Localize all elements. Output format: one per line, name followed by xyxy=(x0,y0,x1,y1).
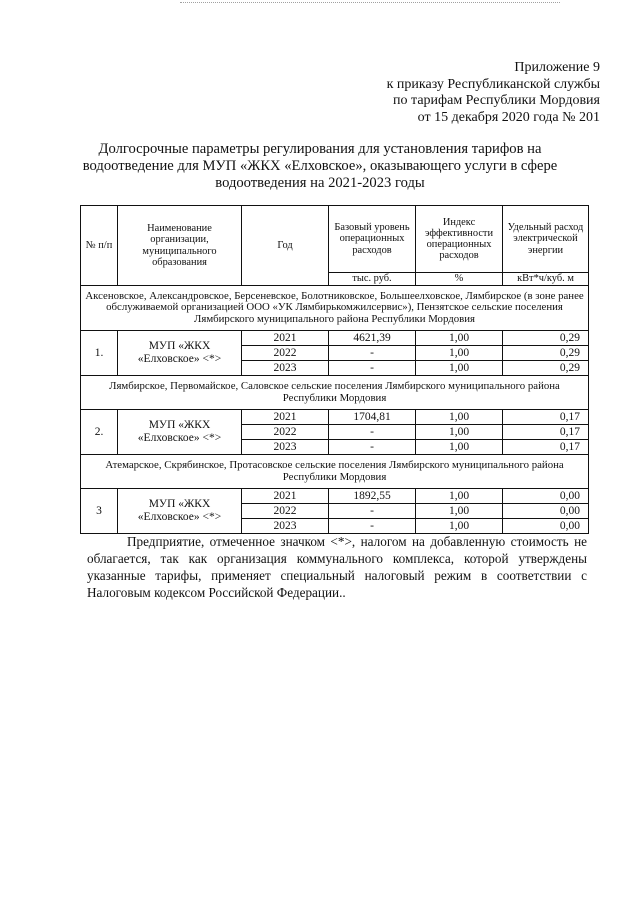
table-row xyxy=(81,489,589,504)
header-org: Наименование организации, муниципального образования xyxy=(118,206,242,286)
energy-consumption-cell: 0,00 xyxy=(503,519,589,534)
appendix-line: по тарифам Республики Мордовия xyxy=(393,93,600,108)
base-cost-cell: 4621,39 xyxy=(329,331,416,346)
efficiency-index-cell: 1,00 xyxy=(416,346,503,361)
area-row xyxy=(81,455,589,489)
year-cell: 2022 xyxy=(242,346,329,361)
efficiency-index-cell: 1,00 xyxy=(416,440,503,455)
base-cost-cell: 1892,55 xyxy=(329,489,416,504)
tariff-parameters-table xyxy=(80,205,589,534)
base-cost-cell: - xyxy=(329,361,416,376)
organization-name: МУП «ЖКХ «Елховское» <*> xyxy=(118,331,242,376)
row-number: 1. xyxy=(81,331,118,376)
base-cost-cell: - xyxy=(329,440,416,455)
year-cell: 2023 xyxy=(242,440,329,455)
year-cell: 2022 xyxy=(242,425,329,440)
base-cost-cell: - xyxy=(329,519,416,534)
base-cost-cell: - xyxy=(329,346,416,361)
energy-consumption-cell: 0,17 xyxy=(503,425,589,440)
header-year: Год xyxy=(242,206,329,286)
appendix-line: Приложение 9 xyxy=(514,60,600,75)
area-description: Атемарское, Скрябинское, Протасовское сельские поселения Лямбирского муниципального района Республики Мордовия xyxy=(81,455,589,489)
table-row xyxy=(81,331,589,346)
base-cost-cell: 1704,81 xyxy=(329,410,416,425)
year-cell: 2022 xyxy=(242,504,329,519)
area-description: Лямбирское, Первомайское, Саловское сельские поселения Лямбирского муниципального района Республики Мордовия xyxy=(81,376,589,410)
energy-consumption-cell: 0,00 xyxy=(503,489,589,504)
vat-footnote xyxy=(87,533,587,601)
table-row xyxy=(81,410,589,425)
appendix-line: к приказу Республиканской службы xyxy=(386,76,600,92)
title-line: водоотведения на 2021-2023 годы xyxy=(215,175,425,191)
area-row xyxy=(81,376,589,410)
efficiency-index-cell: 1,00 xyxy=(416,504,503,519)
document-title xyxy=(80,141,560,192)
energy-consumption-cell: 0,29 xyxy=(503,331,589,346)
row-number: 3 xyxy=(81,489,118,534)
efficiency-index-cell: 1,00 xyxy=(416,410,503,425)
efficiency-index-cell: 1,00 xyxy=(416,331,503,346)
base-cost-cell: - xyxy=(329,425,416,440)
appendix-reference xyxy=(387,60,600,126)
header-index: Индекс эффективности операционных расходов xyxy=(416,206,503,273)
efficiency-index-cell: 1,00 xyxy=(416,519,503,534)
title-line: водоотведение для МУП «ЖКХ «Елховское», оказывающего услуги в сфере xyxy=(82,158,558,174)
table-header-row xyxy=(81,206,589,273)
energy-consumption-cell: 0,17 xyxy=(503,440,589,455)
unit-energy: кВт*ч/куб. м xyxy=(503,273,589,286)
title-line: Долгосрочные параметры регулирования для установления тарифов на xyxy=(98,141,542,157)
energy-consumption-cell: 0,29 xyxy=(503,361,589,376)
efficiency-index-cell: 1,00 xyxy=(416,425,503,440)
efficiency-index-cell: 1,00 xyxy=(416,361,503,376)
header-base: Базовый уровень операционных расходов xyxy=(329,206,416,273)
energy-consumption-cell: 0,00 xyxy=(503,504,589,519)
area-description: Аксеновское, Александровское, Берсеневское, Болотниковское, Большеелховское, Лямбирское (в зоне ранее обслуживаемой организацией ООО «УК Лямбирькомжилсервис»), Пензятское сельские поселения Лямбирского муниципального района Республики Мордовия xyxy=(81,286,589,331)
organization-name: МУП «ЖКХ «Елховское» <*> xyxy=(118,489,242,534)
appendix-line: от 15 декабря 2020 года № 201 xyxy=(417,109,600,125)
scan-artifact xyxy=(180,2,560,7)
unit-base: тыс. руб. xyxy=(329,273,416,286)
efficiency-index-cell: 1,00 xyxy=(416,489,503,504)
year-cell: 2023 xyxy=(242,519,329,534)
area-row xyxy=(81,286,589,331)
organization-name: МУП «ЖКХ «Елховское» <*> xyxy=(118,410,242,455)
footnote-text: Предприятие, отмеченное значком <*>, налогом на добавленную стоимость не облагается, так как организация коммунального комплекса, которой утверждены указанные тарифы, применяет специальный налоговый режим в соответствии с Налоговым кодексом Российской Федерации.. xyxy=(87,534,587,600)
year-cell: 2023 xyxy=(242,361,329,376)
energy-consumption-cell: 0,29 xyxy=(503,346,589,361)
row-number: 2. xyxy=(81,410,118,455)
header-num: № п/п xyxy=(81,206,118,286)
energy-consumption-cell: 0,17 xyxy=(503,410,589,425)
year-cell: 2021 xyxy=(242,331,329,346)
year-cell: 2021 xyxy=(242,489,329,504)
base-cost-cell: - xyxy=(329,504,416,519)
year-cell: 2021 xyxy=(242,410,329,425)
unit-index: % xyxy=(416,273,503,286)
header-energy: Удельный расход электрической энергии xyxy=(503,206,589,273)
